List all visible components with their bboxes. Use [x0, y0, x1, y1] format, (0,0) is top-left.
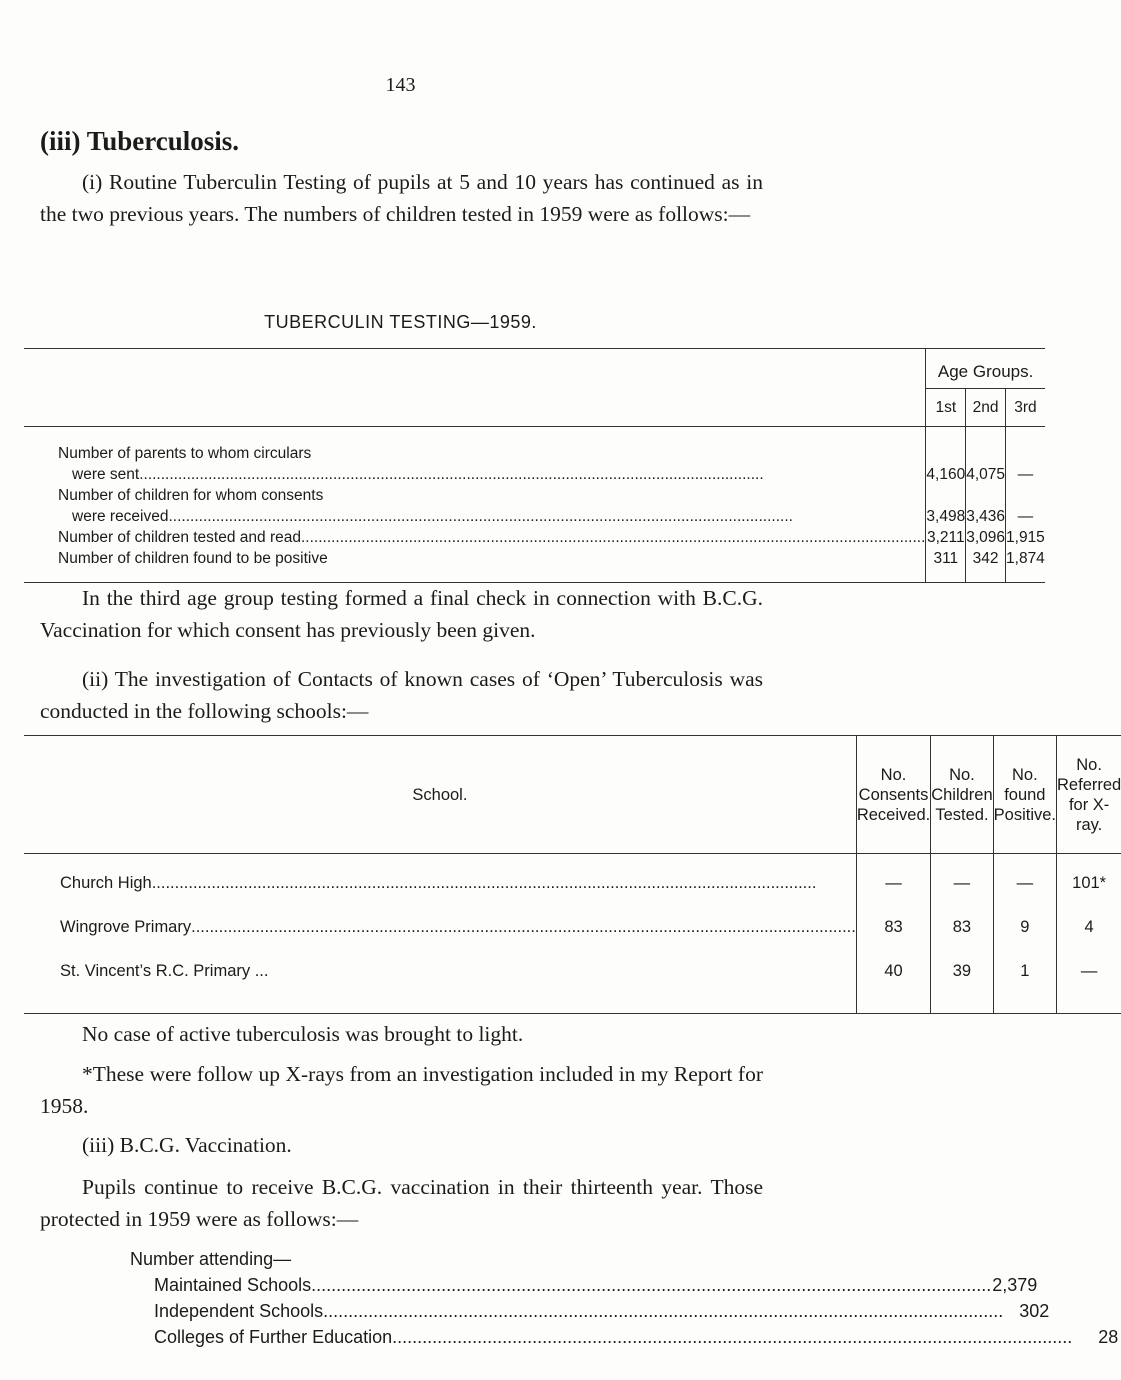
cell-consents: 83 — [856, 918, 930, 962]
subheading-bcg: (iii) B.C.G. Vaccination. — [82, 1133, 292, 1157]
row-label-cont: were sent — [72, 465, 140, 483]
list-item — [130, 1298, 1050, 1324]
bcg-intro: Number attending— — [130, 1249, 292, 1269]
school-name: Church High — [60, 873, 152, 892]
header-line: Received. — [856, 805, 931, 824]
bcg-list — [130, 1246, 1119, 1350]
cell-xray: 101* — [1072, 873, 1107, 892]
paragraph-no-case: No case of active tuberculosis was brought to light. — [82, 1022, 524, 1046]
cell-tested: 39 — [931, 962, 993, 1014]
cell-xray: 4 — [1084, 917, 1094, 936]
schools-header-row — [24, 736, 1121, 854]
paragraph-contacts: (ii) The investigation of Contacts of known cases of ‘Open’ Tuberculosis was conducted in the following schools:— — [40, 667, 763, 723]
header-line: Positive. — [993, 805, 1057, 824]
cell-1st: 311 — [926, 548, 966, 569]
cell-xray: — — [1057, 962, 1121, 1014]
section-heading: (iii) Tuberculosis. — [40, 126, 240, 156]
table-row — [24, 548, 1045, 569]
intro-paragraph: (i) Routine Tuberculin Testing of pupils at 5 and 10 years has continued as in the two previous years. The numbers of children tested in 1959 were as follows:— — [40, 170, 763, 226]
cell-2nd: 4,075 — [966, 443, 1006, 485]
paragraph-footnote: *These were follow up X-rays from an investigation included in my Report for 1958. — [40, 1062, 763, 1118]
age-groups-header: Age Groups. — [926, 349, 1045, 389]
header-line: Consents — [858, 785, 929, 804]
bcg-label: Maintained Schools — [154, 1275, 312, 1295]
bcg-label: Colleges of Further Education — [154, 1327, 393, 1347]
bcg-value: 2,379 — [992, 1275, 1038, 1295]
cell-3rd: 1,915 — [1006, 528, 1045, 546]
header-school: School. — [412, 785, 468, 804]
cell-1st: 3,211 — [927, 528, 965, 546]
header-line: Tested. — [935, 805, 989, 824]
col-2nd: 2nd — [966, 389, 1006, 427]
bcg-label: Independent Schools — [154, 1301, 324, 1321]
row-label: Number of children tested and read — [58, 528, 301, 546]
school-name: Wingrove Primary — [60, 917, 192, 936]
header-line: No. — [949, 765, 975, 784]
table-row — [24, 443, 1045, 485]
cell-positive: — — [993, 874, 1056, 918]
cell-3rd: — — [1017, 465, 1034, 483]
tuberculin-table — [24, 348, 1045, 583]
cell-1st: 3,498 — [926, 485, 966, 527]
page-number: 143 — [385, 74, 416, 96]
schools-table — [24, 735, 1121, 1014]
table-row — [24, 874, 1121, 918]
header-line: for X-ray. — [1068, 795, 1110, 834]
header-line: found — [1004, 785, 1046, 804]
table-row — [24, 962, 1121, 1014]
row-label-cont: were received — [72, 507, 169, 525]
row-label: Number of children for whom consents — [58, 486, 324, 504]
school-name: St. Vincent’s R.C. Primary ... — [24, 962, 856, 1014]
list-item — [130, 1272, 1038, 1298]
row-label: Number of children found to be positive — [58, 549, 328, 567]
bcg-value: 302 — [1019, 1301, 1050, 1321]
col-1st: 1st — [926, 389, 966, 427]
cell-tested: — — [931, 874, 993, 918]
paragraph-bcg: Pupils continue to receive B.C.G. vaccination in their thirteenth year. Those protected in 1959 were as follows:— — [40, 1175, 763, 1231]
cell-positive: 1 — [993, 962, 1056, 1014]
header-line: Children — [931, 785, 993, 804]
cell-positive: 9 — [993, 918, 1056, 962]
cell-tested: 83 — [931, 918, 993, 962]
table-row — [24, 527, 1045, 548]
table-row — [24, 485, 1045, 527]
table-row — [24, 918, 1121, 962]
list-item — [130, 1324, 1119, 1350]
cell-3rd: — — [1017, 507, 1034, 525]
header-line: No. — [1011, 765, 1038, 784]
cell-2nd: 342 — [966, 548, 1006, 569]
row-label: Number of parents to whom circulars — [58, 444, 312, 462]
header-line: No. — [1076, 755, 1102, 774]
cell-2nd: 3,436 — [966, 485, 1006, 527]
paragraph-third-group: In the third age group testing formed a final check in connection with B.C.G. Vaccination for which consent has previously been given. — [40, 586, 763, 642]
header-line: Referred — [1057, 775, 1121, 794]
bcg-value: 28 — [1098, 1327, 1119, 1347]
cell-consents: — — [856, 874, 930, 918]
cell-1st: 4,160 — [926, 443, 966, 485]
cell-3rd: 1,874 — [1006, 549, 1045, 567]
tb-header-blank — [24, 349, 926, 427]
table-title: TUBERCULIN TESTING—1959. — [264, 312, 537, 332]
cell-2nd: 3,096 — [966, 528, 1006, 546]
cell-consents: 40 — [856, 962, 930, 1014]
col-3rd: 3rd — [1006, 389, 1045, 427]
header-line: No. — [880, 765, 907, 784]
